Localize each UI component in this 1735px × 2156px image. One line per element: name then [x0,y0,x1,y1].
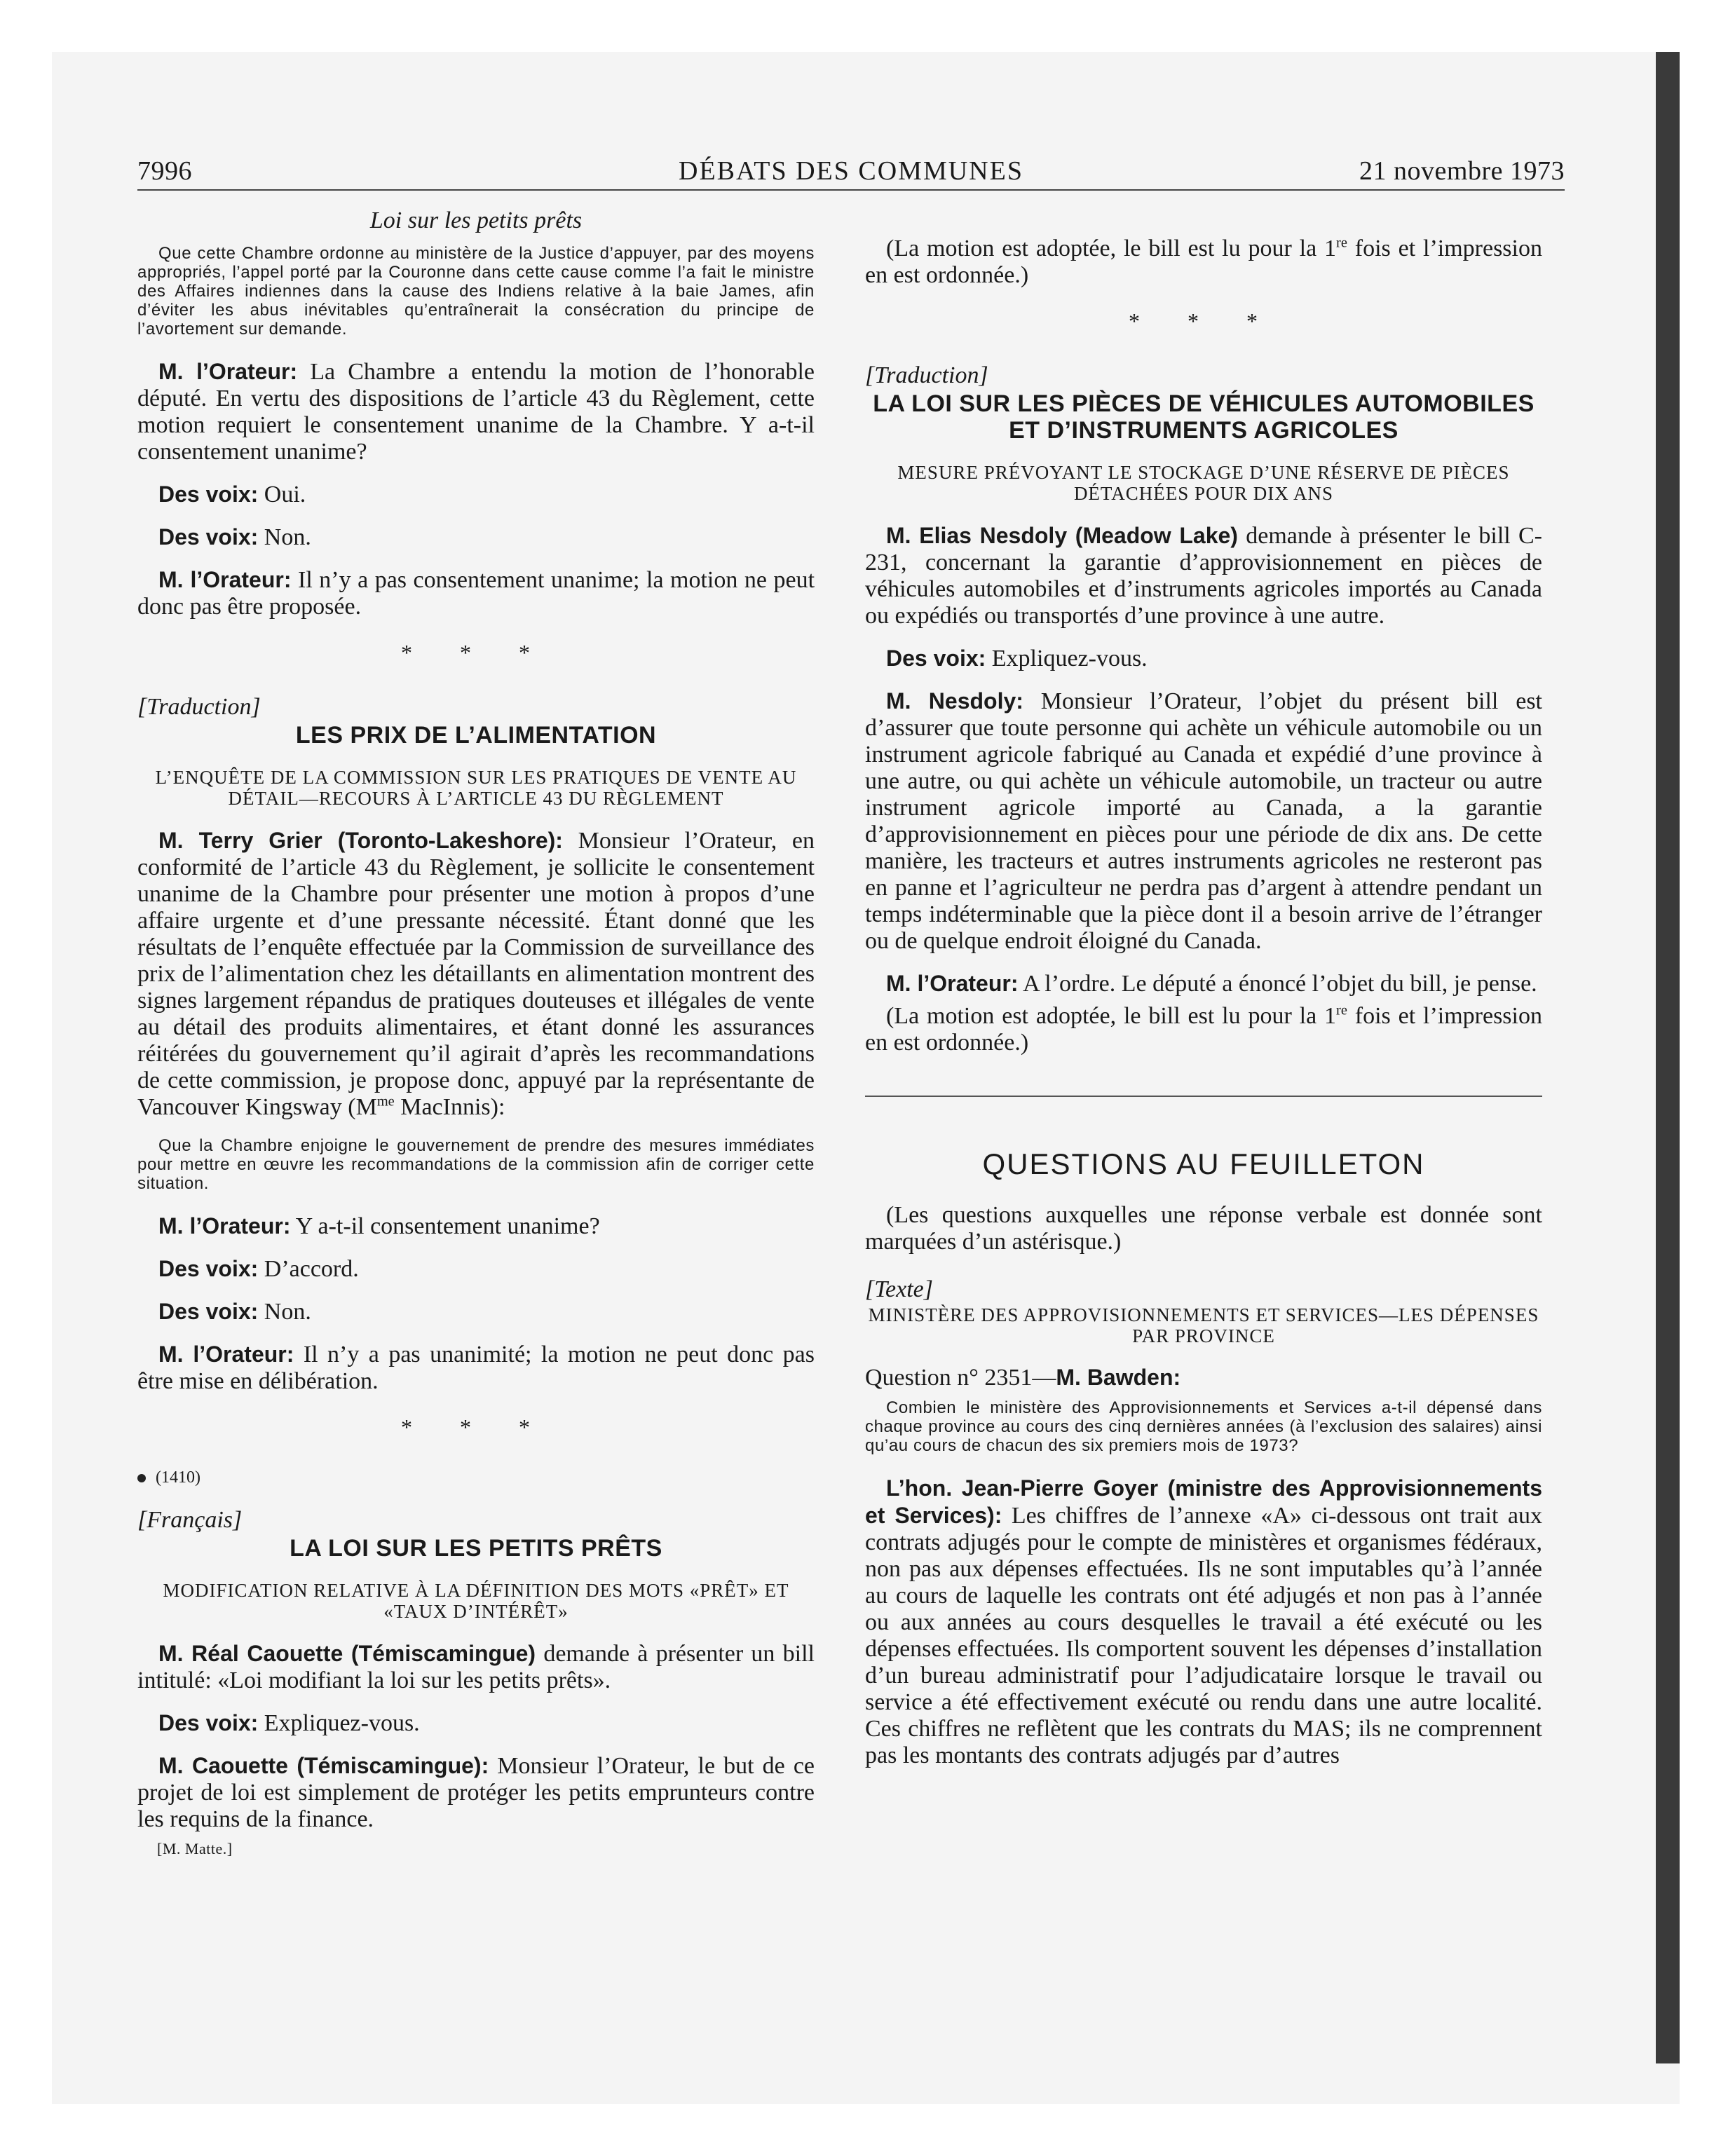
procedural-note [865,1003,1542,1056]
question-text: Combien le ministère des Approvisionnements et Services a-t-il dépensé dans chaque province au cours des cinq dernières années (à l’exclusion des salaires) ainsi qu’au cours de chacun des six premiers mois de 1973? [865,1398,1542,1455]
footnote: [M. Matte.] [157,1840,233,1857]
superscript: re [1336,1002,1347,1018]
note-text-end: fois et l’impression en est ordonnée.) [865,236,1542,288]
language-tag: [Français] [137,1507,243,1533]
speaker: Des voix: [158,482,259,507]
motion-text: Que la Chambre enjoigne le gouvernement de prendre des mesures immédiates pour mettre en œuvre les recommandations de la commission afin de corriger cette situation. [137,1136,815,1193]
speech-paragraph [137,566,815,620]
speaker: Des voix: [158,1256,259,1281]
superscript: me [376,1093,395,1110]
speaker: M. l’Orateur: [886,971,1019,996]
speech-paragraph [137,1752,815,1833]
speech-text: Les chiffres de l’annexe «A» ci-dessous ont trait aux contrats adjugés pour le compte de ministères et organismes fédéraux, non pas aux dépenses effectuées. Ils ne sont imputables qu’à l’année au cours de laquelle les contrats ont été adjugés et non pas à l’année ou aux années au cours desquelles le travail a été exécuté ou les dépenses effectuées. Ils comportent souvent les dépenses d’installation d’un bureau administratif pour l’adjudicataire lorsque le travail ou service a été effectivement exécuté ou rendu dans une autre localité. Ces chiffres ne reflètent que les contrats du MAS; ils ne comprennent pas les montants des contrats adjugés par d’autres [865,1503,1543,1768]
section-title: Loi sur les petits prêts [369,207,583,233]
speaker: M. Elias Nesdoly (Meadow Lake) [886,523,1238,548]
header-rule [137,189,1565,191]
speech-text: D’accord. [264,1256,359,1282]
speaker: M. l’Orateur: [158,567,292,592]
scan-edge [1656,52,1680,2063]
section-heading: LA LOI SUR LES PETITS PRÊTS [290,1535,662,1562]
speech-text: Oui. [264,482,306,507]
language-tag: [Traduction] [137,694,261,720]
speech-text: Expliquez-vous. [264,1710,420,1736]
speaker: Des voix: [158,524,259,550]
speech-paragraph [865,522,1542,629]
question-line [865,1365,1542,1391]
section-subheading: MESURE PRÉVOYANT LE STOCKAGE D’UNE RÉSERVE DE PIÈCES DÉTACHÉES POUR DIX ANS [897,462,1510,504]
speech-text: Expliquez-vous. [991,646,1148,671]
speech-text: Monsieur l’Orateur, le but de ce projet de loi est simplement de protéger les petits emprunteurs contre les requins de la finance. [137,1753,815,1832]
section-separator: * * * [1129,308,1279,334]
speech-paragraph [137,481,815,508]
motion-text: Que cette Chambre ordonne au ministère de la Justice d’appuyer, par des moyens appropriés, l’appel porté par la Couronne dans cette cause comme l’a fait le ministre des Affaires indiennes dans la cause des Indiens relative à la baie James, afin d’éviter les abus inévitables qu’entraînerait la consécration du principe de l’avortement sur demande. [137,244,815,339]
speaker: Des voix: [886,646,986,671]
section-subheading: MINISTÈRE DES APPROVISIONNEMENTS ET SERVICES—LES DÉPENSES PAR PROVINCE [868,1304,1539,1346]
page-header [137,156,1565,188]
section-heading: LES PRIX DE L’ALIMENTATION [295,722,657,749]
speaker: M. Caouette (Témiscamingue): [158,1753,489,1778]
note-text: (La motion est adoptée, le bill est lu pour la 1 [886,1003,1337,1029]
speaker: M. Terry Grier (Toronto-Lakeshore): [158,828,563,853]
section-heading: LA LOI SUR LES PIÈCES DE VÉHICULES AUTOMOBILES ET D’INSTRUMENTS AGRICOLES [873,390,1535,444]
speaker: Des voix: [158,1710,259,1735]
page-number: 7996 [137,156,192,186]
procedural-note [865,236,1542,289]
speech-paragraph [137,827,815,1121]
left-column [137,207,815,1858]
speech-text: Monsieur l’Orateur, en conformité de l’article 43 du Règlement, je sollicite le consentement unanime de la Chambre pour présenter une motion à propos d’une affaire urgente et d’une pressante nécessité. Étant donné que les résultats de l’enquête effectuée par la Commission de surveillance des prix de l’alimentation chez les détaillants en alimentation montrent des signes largement répandus de pratiques douteuses et illégales de vente au détail des produits alimentaires, et étant donné les assurances réitérées du gouvernement qu’il agirait d’après les recommandations de cette commission, je propose donc, appuyé par la représentante de Vancouver Kingsway (M [137,828,815,1120]
speech-text: Il n’y a pas unanimité; la motion ne peut donc pas être mise en délibération. [137,1342,815,1394]
speech-text: A l’ordre. Le député a énoncé l’objet du bill, je pense. [1023,971,1537,997]
speech-paragraph [137,524,815,551]
note-text: (La motion est adoptée, le bill est lu pour la 1 [886,236,1337,261]
speech-text: Non. [264,1299,311,1325]
page-date: 21 novembre 1973 [1359,156,1565,186]
speaker: M. l’Orateur: [158,1342,294,1367]
time-marker [137,1468,815,1487]
publication-title: DÉBATS DES COMMUNES [679,156,1023,186]
speaker: M. l’Orateur: [158,1213,291,1239]
speech-paragraph [865,970,1542,997]
speech-text: Non. [264,524,311,550]
section-separator: * * * [401,640,551,665]
speaker: M. Réal Caouette (Témiscamingue) [158,1641,536,1666]
speech-paragraph [865,1475,1542,1769]
speaker: L’hon. Jean-Pierre Goyer (ministre des Approvisionnements et Services): [865,1475,1542,1528]
speaker: Des voix: [158,1299,259,1324]
speech-text-end: MacInnis): [394,1094,505,1120]
section-separator: * * * [401,1414,551,1440]
speaker: M. Bawden: [1056,1365,1181,1390]
question-number: Question n° 2351— [865,1365,1056,1391]
speech-paragraph [865,688,1542,955]
speaker: M. Nesdoly: [886,688,1023,714]
speech-paragraph [137,1255,815,1283]
speech-text: Monsieur l’Orateur, l’objet du présent bill est d’assurer que toute personne qui achète un véhicule automobile ou un instrument agricole fabriqué au Canada et expédié d’une province à une autre, ou qui achète un véhicule automobile, un tracteur ou autre instrument agricole importé au Canada, a la garantie d’approvisionnement en pièces pour une période de dix ans. De cette manière, les tracteurs et autres instruments agricoles ne resteront pas en panne et l’agriculteur ne perdra pas d’argent à attendre pendant un temps indéterminable que la pièce dont il a besoin arrive de l’étranger ou de quelque endroit éloigné du Canada. [865,688,1543,954]
right-column [865,207,1542,1785]
major-heading: QUESTIONS AU FEUILLETON [982,1147,1425,1180]
speech-text: demande à présenter un bill intitulé: «Loi modifiant la loi sur les petits prêts». [137,1641,815,1693]
language-tag: [Traduction] [865,362,988,388]
speech-text: La Chambre a entendu la motion de l’honorable député. En vertu des dispositions de l’article 43 du Règlement, cette motion requiert le consentement unanime de la Chambre. Y a-t-il consentement unanime? [137,359,815,465]
speaker: M. l’Orateur: [158,359,298,384]
speech-paragraph [137,1341,815,1395]
speech-text: Y a-t-il consentement unanime? [295,1213,600,1239]
time-marker-text: (1410) [156,1468,200,1487]
superscript: re [1336,235,1347,251]
speech-paragraph [137,1298,815,1325]
section-subheading: L’ENQUÊTE DE LA COMMISSION SUR LES PRATIQUES DE VENTE AU DÉTAIL—RECOURS À L’ARTICLE 43 DU RÈGLEMENT [155,767,797,809]
speech-paragraph [137,1640,815,1694]
section-divider [865,1096,1542,1097]
speech-paragraph [865,645,1542,672]
language-tag: [Texte] [865,1276,933,1302]
speech-text: Il n’y a pas consentement unanime; la motion ne peut donc pas être proposée. [137,567,815,620]
section-subheading: MODIFICATION RELATIVE À LA DÉFINITION DES MOTS «PRÊT» ET «TAUX D’INTÉRÊT» [163,1580,789,1622]
speech-paragraph [137,1710,815,1737]
bullet-icon [137,1474,146,1482]
speech-paragraph [137,358,815,465]
intro-note: (Les questions auxquelles une réponse verbale est donnée sont marquées d’un astérisque.) [865,1202,1542,1255]
speech-text: demande à présenter le bill C-231, concernant la garantie d’approvisionnement en pièces de véhicules automobiles et d’instruments agricoles importés au Canada ou expédiés ou transportés d’une province à une autre. [865,523,1543,629]
speech-paragraph [137,1213,815,1240]
note-text-end: fois et l’impression en est ordonnée.) [865,1003,1542,1056]
